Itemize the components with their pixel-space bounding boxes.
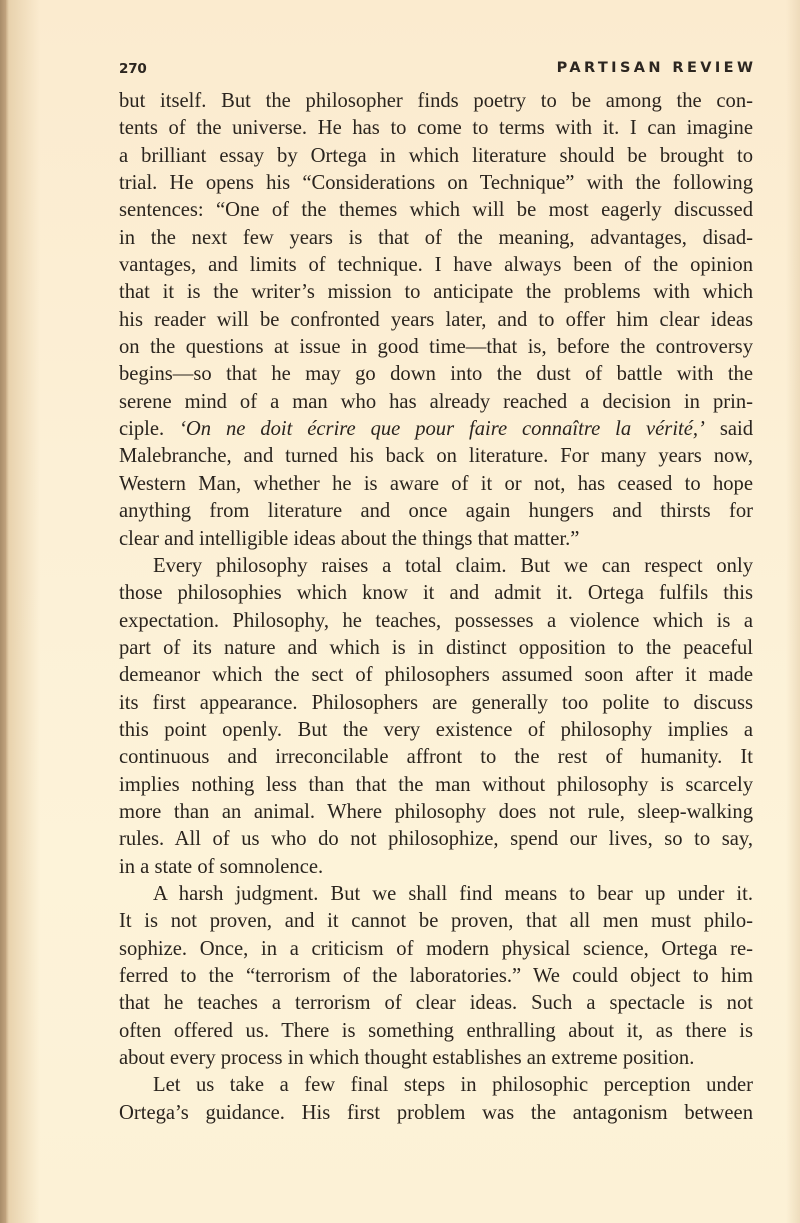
paragraph bbox=[119, 88, 753, 553]
text-line: Western Man, whether he is aware of it or not, has ceased to hope bbox=[119, 472, 753, 495]
page-number: 270 bbox=[119, 61, 147, 77]
text-line: a brilliant essay by Ortega in which literature should be brought to bbox=[119, 144, 753, 167]
text-line: clear and intelligible ideas about the things that matter.” bbox=[119, 527, 580, 550]
text-line: rules. All of us who do not philosophize, spend our lives, so to say, bbox=[119, 828, 753, 851]
text-line: demeanor which the sect of philosophers assumed soon after it made bbox=[119, 664, 753, 687]
text-run: ciple. bbox=[119, 418, 180, 441]
text-line: but itself. But the philosopher finds poetry to be among the con- bbox=[119, 90, 753, 112]
text-line: ferred to the “terrorism of the laboratories.” We could object to him bbox=[119, 965, 753, 987]
text-line: this point openly. But the very existence of philosophy implies a bbox=[119, 718, 753, 741]
text-line: vantages, and limits of technique. I have always been of the opinion bbox=[119, 254, 753, 277]
text-line: trial. He opens his “Considerations on Technique” with the following bbox=[119, 172, 753, 195]
text-line: expectation. Philosophy, he teaches, possesses a violence which is a bbox=[119, 609, 753, 632]
text-line: Ortega’s guidance. His first problem was the antagonism between bbox=[119, 1101, 753, 1124]
text-line: serene mind of a man who has already reached a decision in prin- bbox=[119, 390, 753, 413]
text-line: sentences: “One of the themes which will be most eagerly discussed bbox=[119, 199, 753, 222]
text-line: begins—so that he may go down into the dust of battle with the bbox=[119, 363, 753, 386]
text-line: A harsh judgment. But we shall find means to bear up under it. bbox=[153, 882, 753, 905]
text-line: about every process in which thought establishes an extreme position. bbox=[119, 1047, 695, 1070]
text-line: in the next few years is that of the meaning, advantages, disad- bbox=[119, 226, 753, 249]
article-body bbox=[119, 88, 753, 1127]
page-edge-shadow bbox=[786, 0, 800, 1223]
text-line: part of its nature and which is in distinct opposition to the peaceful bbox=[119, 636, 753, 659]
text-line: his reader will be confronted years later, and to offer him clear ideas bbox=[119, 308, 753, 331]
text-line: its first appearance. Philosophers are generally too polite to discuss bbox=[119, 691, 753, 714]
text-line: implies nothing less than that the man without philosophy is scarcely bbox=[119, 773, 753, 796]
text-line: often offered us. There is something enthralling about it, as there is bbox=[119, 1019, 753, 1042]
journal-title: PARTISAN REVIEW bbox=[556, 60, 757, 76]
text-line: anything from literature and once again hungers and thirsts for bbox=[119, 500, 753, 523]
text-line: sophize. Once, in a criticism of modern physical science, Ortega re- bbox=[119, 937, 753, 960]
text-line: Every philosophy raises a total claim. But we can respect only bbox=[153, 554, 753, 577]
text-line: tents of the universe. He has to come to terms with it. I can imagine bbox=[119, 117, 753, 140]
paragraph bbox=[119, 881, 753, 1072]
french-quotation: ‘On ne doit écrire que pour faire connaître la vérité,’ bbox=[179, 418, 705, 441]
text-line: in a state of somnolence. bbox=[119, 855, 324, 878]
text-line: Let us take a few final steps in philosophic perception under bbox=[153, 1074, 753, 1097]
paragraph bbox=[119, 553, 753, 881]
paragraph bbox=[119, 1072, 753, 1127]
text-line: that he teaches a terrorism of clear ideas. Such a spectacle is not bbox=[119, 992, 753, 1015]
text-line: on the questions at issue in good time—that is, before the controversy bbox=[119, 336, 753, 359]
text-line: more than an animal. Where philosophy does not rule, sleep-walking bbox=[119, 800, 753, 823]
page-binding-edge bbox=[0, 0, 6, 1223]
text-line: that it is the writer’s mission to anticipate the problems with which bbox=[119, 281, 753, 304]
text-line bbox=[119, 416, 753, 443]
running-head bbox=[119, 59, 757, 81]
text-run: said bbox=[704, 418, 753, 441]
text-line: continuous and irreconcilable affront to the rest of humanity. It bbox=[119, 746, 753, 769]
text-line: Malebranche, and turned his back on literature. For many years now, bbox=[119, 445, 753, 468]
text-line: those philosophies which know it and admit it. Ortega fulfils this bbox=[119, 582, 753, 605]
text-line: It is not proven, and it cannot be proven, that all men must philo- bbox=[119, 910, 753, 933]
